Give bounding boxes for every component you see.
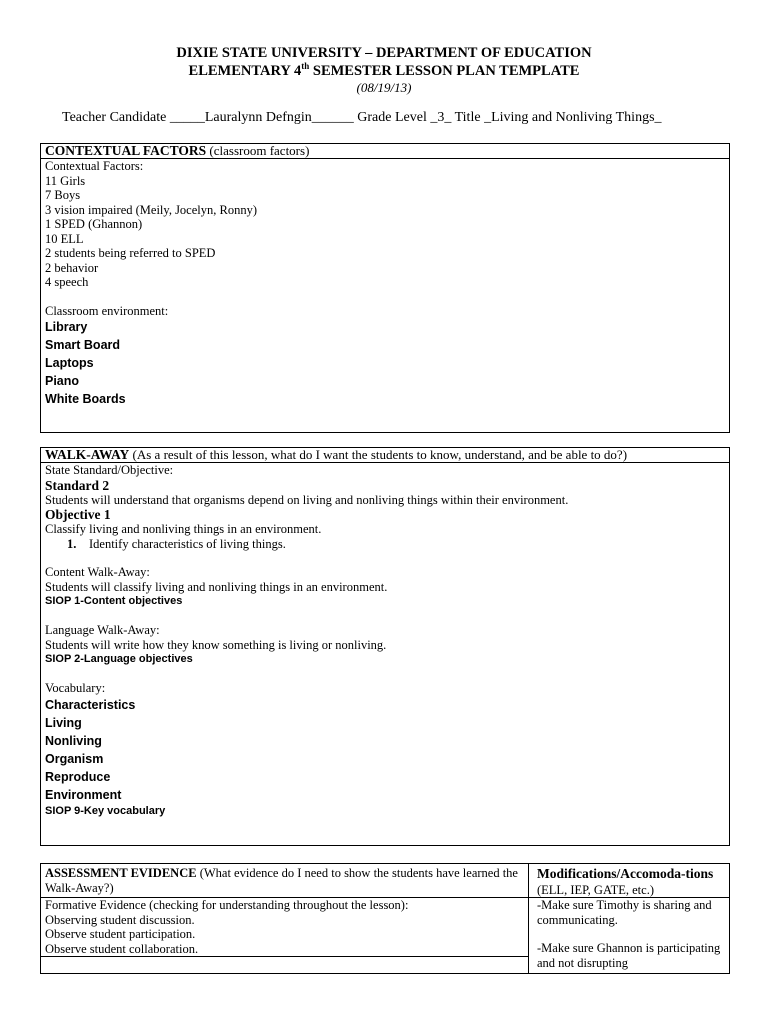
siop-content: SIOP 1-Content objectives <box>45 595 183 607</box>
vocab-item: Characteristics <box>45 697 136 712</box>
formative-item: Observe student participation. <box>45 927 196 941</box>
template-title: ELEMENTARY 4th SEMESTER LESSON PLAN TEMPLATE <box>188 61 580 79</box>
environment-item: White Boards <box>45 392 126 406</box>
content-walkaway-text: Students will classify living and nonliving things in an environment. <box>45 579 388 594</box>
vocab-item: Environment <box>45 787 122 802</box>
assessment-heading: ASSESSMENT EVIDENCE (What evidence do I need to show the students have learned the Walk-Away?) <box>41 864 528 898</box>
walk-away-heading: WALK-AWAY (As a result of this lesson, what do I want the students to know, understand, and be able to do?) <box>41 448 729 463</box>
modifications-heading: Modifications/Accomoda-tions (ELL, IEP, GATE, etc.) <box>529 864 729 898</box>
standard-title: Standard 2 <box>45 477 110 493</box>
teacher-value: _____Lauralynn Defngin______ <box>169 110 354 125</box>
factor-item: 1 SPED (Ghannon) <box>45 217 143 231</box>
title-value: _Living and Nonliving Things_ <box>484 110 662 125</box>
assessment-column <box>41 864 529 973</box>
factors-label: Contextual Factors: <box>45 159 144 173</box>
title-label: Title <box>454 110 481 125</box>
modifications-column <box>529 864 729 973</box>
vocab-item: Reproduce <box>45 769 111 784</box>
university-title: DIXIE STATE UNIVERSITY – DEPARTMENT OF EDUCATION <box>176 45 592 61</box>
factor-item: 2 students being referred to SPED <box>45 246 216 260</box>
vocabulary-list <box>45 696 725 804</box>
formative-item: Observe student collaboration. <box>45 941 199 956</box>
environment-label: Classroom environment: <box>45 303 169 318</box>
language-walkaway-label: Language Walk-Away: <box>45 623 160 637</box>
factors-list <box>45 174 725 290</box>
formative-item: Observing student discussion. <box>45 912 195 927</box>
standard-label: State Standard/Objective: <box>45 463 174 477</box>
assessment-evidence-table <box>40 863 730 974</box>
environment-list <box>45 318 725 408</box>
vocab-item: Nonliving <box>45 733 102 748</box>
contextual-factors-heading: CONTEXTUAL FACTORS (classroom factors) <box>41 144 729 159</box>
contextual-factors-box <box>40 143 730 433</box>
walk-away-box <box>40 447 730 846</box>
teacher-label: Teacher Candidate <box>62 110 167 125</box>
vocab-item: Living <box>45 715 82 730</box>
factor-item: 3 vision impaired (Meily, Jocelyn, Ronny) <box>45 202 258 217</box>
vocab-item: Organism <box>45 751 104 766</box>
factor-item: 7 Boys <box>45 188 81 202</box>
factor-item: 11 Girls <box>45 173 86 188</box>
factor-item: 10 ELL <box>45 231 84 246</box>
modification-item: -Make sure Timothy is sharing and communicating. <box>537 898 712 927</box>
grade-value: _3_ <box>430 110 452 125</box>
siop-language: SIOP 2-Language objectives <box>45 653 193 665</box>
language-walkaway-text: Students will write how they know something is living or nonliving. <box>45 637 387 652</box>
environment-item: Smart Board <box>45 338 121 352</box>
objective-title: Objective 1 <box>45 507 111 522</box>
modification-item: -Make sure Ghannon is participating and not disrupting <box>537 941 721 970</box>
grade-label: Grade Level <box>357 110 427 125</box>
environment-item: Library <box>45 320 88 334</box>
environment-item: Laptops <box>45 356 94 370</box>
factor-item: 4 speech <box>45 275 89 289</box>
template-date: (08/19/13) <box>356 80 412 95</box>
standard-text: Students will understand that organisms depend on living and nonliving things within their environment. <box>45 492 569 507</box>
formative-label: Formative Evidence (checking for understanding throughout the lesson): <box>45 898 409 912</box>
teacher-info-line <box>62 110 662 126</box>
content-walkaway-label: Content Walk-Away: <box>45 565 150 579</box>
environment-item: Piano <box>45 374 80 388</box>
vocabulary-label: Vocabulary: <box>45 681 106 695</box>
objective-item: 1. Identify characteristics of living things. <box>67 536 286 551</box>
objective-text: Classify living and nonliving things in an environment. <box>45 522 322 536</box>
table-row-divider <box>41 956 528 957</box>
factor-item: 2 behavior <box>45 260 99 275</box>
siop-vocabulary: SIOP 9-Key vocabulary <box>45 804 166 817</box>
